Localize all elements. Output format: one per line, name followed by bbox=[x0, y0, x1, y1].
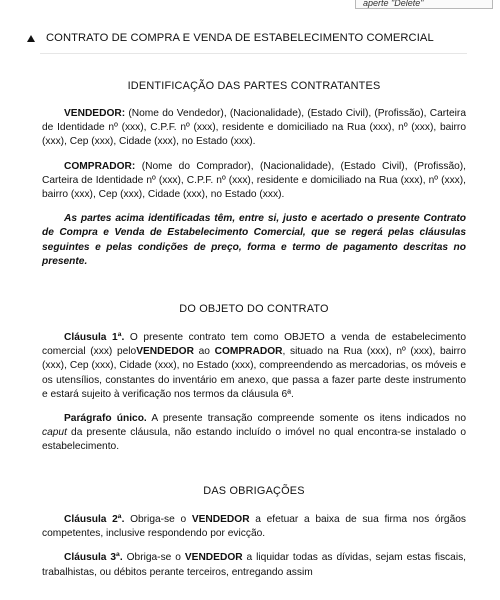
paragraph-clausula-3: Cláusula 3ª. Obriga-se o VENDEDOR a liquidar todas as dívidas, sejam estas fiscais, trabalhistas, ou débitos perante terceiros, entregando assim bbox=[42, 552, 467, 578]
paragraph-partes-acima: As partes acima identificadas têm, entre si, justo e acertado o presente Contrato de Compra e Venda de Estabelecimento Comercial, que se regerá pelas cláusulas seguintes e pelas condições de preço, forma e termo de pagamento descritas no presente. bbox=[42, 213, 466, 267]
document-header[interactable] bbox=[27, 29, 467, 47]
section-heading-partes: IDENTIFICAÇÃO DAS PARTES CONTRATANTES bbox=[127, 80, 381, 92]
delete-hint: aperte "Delete" bbox=[355, 0, 493, 9]
header-divider bbox=[40, 53, 467, 54]
collapse-caret-icon[interactable] bbox=[27, 35, 35, 42]
obrigacoes-block bbox=[42, 513, 466, 590]
paragraph-clausula-2: Cláusula 2ª. Obriga-se o VENDEDOR a efetuar a baixa de sua firma nos órgãos competentes, inclusive respondendo por evicção. bbox=[42, 514, 466, 540]
objeto-block bbox=[42, 331, 466, 465]
section-heading-obrigacoes: DAS OBRIGAÇÕES bbox=[203, 485, 305, 497]
paragraph-paragrafo-unico: Parágrafo único. A presente transação compreende somente os itens indicados no caput da presente cláusula, não estando incluído o imóvel no qual encontra-se instalado o estabelecimento. bbox=[42, 413, 467, 453]
paragraph-comprador: COMPRADOR: (Nome do Comprador), (Nacionalidade), (Estado Civil), (Profissão), Carteira de Identidade nº (xxx), C.P.F. nº (xxx), residente e domiciliado na Rua (xxx), nº (xxx), bairro (xxx), Cep (xxx), Cidade (xxx), no Estado (xxx). bbox=[42, 160, 466, 201]
document-title: CONTRATO DE COMPRA E VENDA DE ESTABELECIMENTO COMERCIAL bbox=[46, 32, 434, 44]
label-vendedor: VENDEDOR: bbox=[64, 108, 126, 119]
section-heading-objeto: DO OBJETO DO CONTRATO bbox=[179, 303, 329, 315]
label-comprador: COMPRADOR: bbox=[64, 160, 136, 172]
paragraph-clausula-1: Cláusula 1ª. O presente contrato tem como OBJETO a venda de estabelecimento comercial (xxx) peloVENDEDOR ao COMPRADOR, situado na Rua (xxx), nº (xxx), bairro (xxx), Cep (xxx), Cidade (xxx), no Estado (xxx), compreendendo as mercadorias, os móveis e os utensílios, constantes do inventário em anexo, que passa a fazer parte deste instrumento e estará sujeito à verificação nos termos da cláusula 6ª. bbox=[42, 332, 467, 400]
paragraph-vendedor: VENDEDOR: (Nome do Vendedor), (Nacionalidade), (Estado Civil), (Profissão), Carteira de Identidade nº (xxx), C.P.F. nº (xxx), residente e domiciliado na Rua (xxx), nº (xxx), bairro (xxx), Cep (xxx), Cidade (xxx), no Estado (xxx). bbox=[42, 108, 466, 148]
partes-block bbox=[42, 107, 466, 279]
